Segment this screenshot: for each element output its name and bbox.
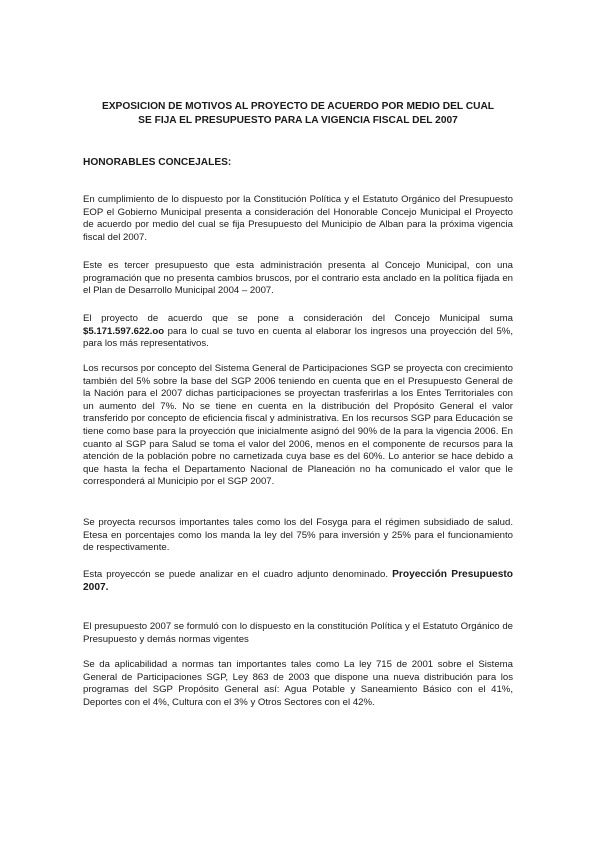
budget-amount: $5.171.597.622.oo <box>83 325 165 337</box>
title-line-2: SE FIJA EL PRESUPUESTO PARA LA VIGENCIA FISCAL DEL 2007 <box>138 115 458 126</box>
paragraph-8: Se da aplicabilidad a normas tan importantes tales como La ley 715 de 2001 sobre el Sistema General de Participaciones SGP, Ley 863 de 2003 que dispone una nueva distribución para los programas del SGP Propósito General así: Agua Potable y Saneamiento Básico con el 41%, Deportes con el 4%, Cultura con el 3% y Otros Sectores con el 42%. <box>83 659 513 708</box>
paragraph-3-text-b: para lo cual se tuvo en cuenta al elaborar los ingresos una proyección del 5%, para los más representativos. <box>83 325 513 350</box>
paragraph-3-text-a: El proyecto de acuerdo que se pone a consideración del Concejo Municipal suma <box>83 313 513 324</box>
paragraph-1: En cumplimiento de lo dispuesto por la Constitución Política y el Estatuto Orgánico del Presupuesto EOP el Gobierno Municipal presenta a consideración del Honorable Concejo Municipal el Proyecto de acuerdo por medio del cual se fija Presupuesto del Municipio de Alban para la próxima vigencia fiscal del 2007. <box>83 194 513 243</box>
salutation: HONORABLES CONCEJALES: <box>83 157 232 168</box>
paragraph-4: Los recursos por concepto del Sistema General de Participaciones SGP se proyecta con crecimiento también del 5% sobre la base del SGP 2006 teniendo en cuenta que en el Presupuesto General de la Nación para el 2007 dichas participaciones se proyectan trasferirlas a los Entes Territoriales con un aumento del 7%. No se tiene en cuenta en la distribución del Propósito General el valor transferido por concepto de eficiencia fiscal y administrativa. En los recursos SGP para Educación se tiene como base para la proyección que inicialmente asignó del 90% de la para la vigencia 2006. En cuanto al SGP para Salud se toma el valor del 2006, menos en el componente de recursos para la atención de la población pobre no carnetizada cuya base es del 60%. Lo anterior se hace debido a que hasta la fecha el Departamento Nacional de Planeación no ha comunicado el valor que le corresponderá al Municipio por el SGP 2007. <box>83 363 513 488</box>
document-title <box>60 100 536 128</box>
paragraph-6 <box>83 569 513 594</box>
paragraph-3 <box>83 313 513 351</box>
paragraph-2: Este es tercer presupuesto que esta administración presenta al Concejo Municipal, con una programación que no presenta cambios bruscos, por el contrario esta anclado en la política fijada en el Plan de Desarrollo Municipal 2004 – 2007. <box>83 260 513 297</box>
title-line-1: EXPOSICION DE MOTIVOS AL PROYECTO DE ACUERDO POR MEDIO DEL CUAL <box>101 101 495 112</box>
paragraph-6-bold: Proyección Presupuesto 2007. <box>83 569 513 593</box>
paragraph-7: El presupuesto 2007 se formuló con lo dispuesto en la constitución Política y el Estatuto Orgánico de Presupuesto y demás normas vigentes <box>83 621 513 645</box>
paragraph-6-text: Esta proyeccón se puede analizar en el cuadro adjunto denominado. <box>83 569 393 580</box>
paragraph-5: Se proyecta recursos importantes tales como los del Fosyga para el régimen subsidiado de salud. Etesa en porcentajes como los manda la ley del 75% para inversión y 25% para el funcionamiento de respectivamente. <box>83 517 513 554</box>
